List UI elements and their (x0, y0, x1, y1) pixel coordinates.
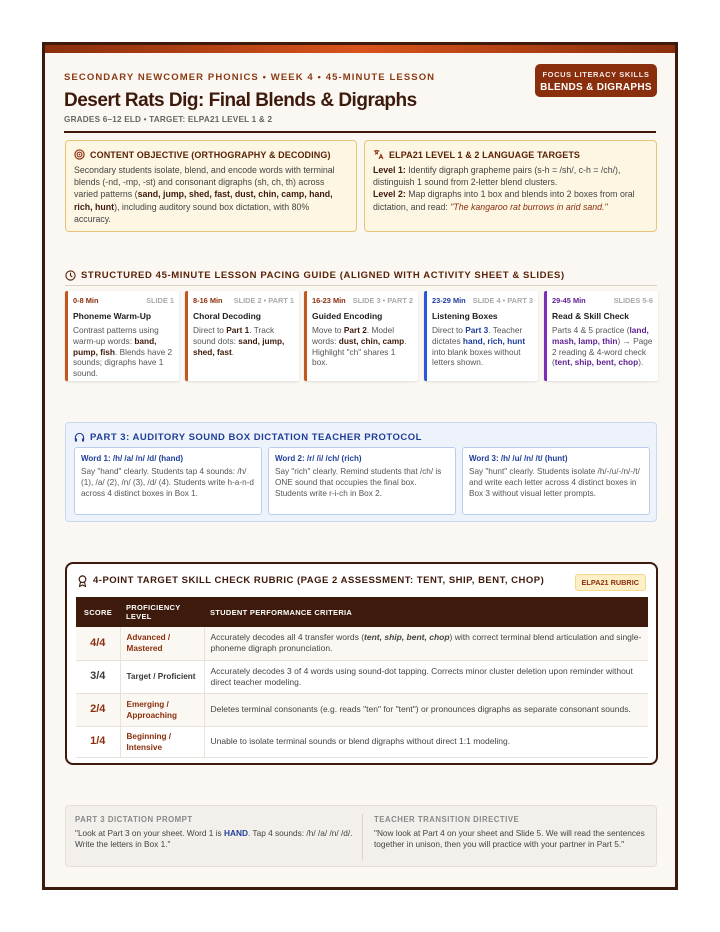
column-header: PROFICIENCY LEVEL (120, 597, 204, 627)
desc-part: Direct to (193, 325, 227, 335)
rubric-title: 4-POINT TARGET SKILL CHECK RUBRIC (PAGE 2 ASSESSMENT: TENT, SHIP, BENT, CHOP) (93, 575, 545, 586)
score-cell: 3/4 (76, 660, 120, 693)
desc-part: . Track sound dots: (193, 325, 275, 346)
dictation-word-card (268, 447, 456, 515)
desc-part: Move to (312, 325, 344, 335)
pacing-card-desc (193, 325, 294, 357)
pacing-time: 0-8 Min (73, 296, 99, 305)
word-title: Word 2: /r/ /i/ /ch/ (rich) (275, 454, 362, 463)
lesson-kicker: SECONDARY NEWCOMER PHONICS • WEEK 4 • 45-MINUTE LESSON (64, 72, 436, 83)
pacing-divider (65, 285, 657, 286)
column-header: SCORE (76, 597, 120, 627)
column-header: STUDENT PERFORMANCE CRITERIA (204, 597, 648, 627)
rubric-header-row (76, 597, 648, 627)
content-objective-text (74, 164, 348, 225)
desc-part: . Teacher dictates (432, 325, 523, 346)
lesson-page (42, 42, 678, 890)
content-objective-heading (74, 149, 348, 160)
dictation-word-card (74, 447, 262, 515)
pacing-title: STRUCTURED 45-MINUTE LESSON PACING GUIDE (ALIGNED WITH ACTIVITY SHEET & SLIDES) (81, 270, 565, 281)
clock-icon (65, 270, 76, 281)
pacing-card-title: Choral Decoding (193, 311, 262, 321)
level1-target (373, 164, 648, 188)
dictation-protocol (65, 422, 657, 522)
desc-part: . Model words: (312, 325, 395, 346)
grades-target: GRADES 6–12 ELD • TARGET: ELPA21 LEVEL 1 & 2 (64, 115, 273, 124)
desc-part: ) → Page 2 reading & 4-word check ( (552, 335, 653, 368)
pacing-time: 16-23 Min (312, 296, 346, 305)
dictation-heading (74, 432, 422, 443)
table-row (76, 627, 648, 660)
desc-part: Direct to (432, 325, 466, 335)
word-instructions: Say "hunt" clearly. Students isolate /h/-/u/-/n/-/t/ and write each letter across 4 distinct boxes in Box 3 without visual letter prompts. (469, 467, 640, 498)
desc-bold: Part 3 (465, 325, 489, 335)
pacing-card-desc (432, 325, 533, 368)
objective-text-a: Secondary students isolate, blend, and encode words with terminal blends (-nd, -mp, -st) and consonant digraphs (sh, ch, th) across varied patterns ( (74, 165, 335, 200)
score-cell: 4/4 (76, 627, 120, 660)
pacing-card-title: Read & Skill Check (552, 311, 630, 321)
pacing-card-4 (424, 291, 538, 381)
desc-bold: sand, jump, shed, fast (193, 335, 285, 357)
pacing-card-desc (552, 325, 653, 368)
pacing-card-5 (544, 291, 658, 381)
focus-value: BLENDS & DIGRAPHS (540, 82, 652, 93)
focus-skills-badge (535, 64, 657, 97)
language-targets-card (364, 140, 657, 232)
score-cell: 2/4 (76, 693, 120, 726)
dictation-prompt (75, 815, 355, 850)
criteria-cell: Accurately decodes 3 of 4 words using sound-dot tapping. Corrects minor cluster deletion upon reminder without direct teacher modeling. (204, 660, 648, 693)
pacing-time: 23-29 Min (432, 296, 466, 305)
criteria-cell: Deletes terminal consonants (e.g. reads "ten" for "tent") or pronounces digraphs as separate consonant sounds. (204, 693, 648, 726)
rubric-table (76, 597, 648, 758)
page-title: Desert Rats Dig: Final Blends & Digraphs (64, 90, 417, 111)
pacing-card-title: Phoneme Warm-Up (73, 311, 152, 321)
prompt-text-c: . Tap 4 sounds: /h/ /a/ /n/ /d/. Write the letters in Box 1." (75, 828, 353, 849)
desc-part: . (231, 346, 235, 357)
focus-label: FOCUS LITERACY SKILLS (542, 70, 650, 79)
score-cell: 1/4 (76, 726, 120, 757)
level2-target (373, 188, 648, 212)
table-row (76, 660, 648, 693)
desc-part: . Highlight "ch" shares 1 box. (312, 335, 407, 368)
dictation-word-card (462, 447, 650, 515)
content-objective-card (65, 140, 357, 232)
objective-text-c: ), including auditory sound box dictation, with 80% accuracy. (74, 201, 310, 224)
criteria-cell (204, 627, 648, 660)
rubric-badge: ELPA21 RUBRIC (575, 574, 646, 591)
criteria-text: ) with correct terminal blend articulation and single-phoneme digraph pronunciation. (210, 632, 642, 654)
language-targets-title: ELPA21 LEVEL 1 & 2 LANGUAGE TARGETS (389, 149, 581, 160)
pacing-card-desc (312, 325, 413, 368)
prompt-word: HAND (224, 828, 248, 838)
pacing-card-1 (65, 291, 179, 381)
pacing-slide: SLIDES 5-6 (613, 296, 653, 305)
footer-panel (65, 805, 657, 867)
level-cell: Advanced / Mastered (120, 627, 204, 660)
table-row (76, 693, 648, 726)
desc-bold: Part 2 (343, 325, 367, 335)
word-title: Word 3: /h/ /u/ /n/ /t/ (hunt) (469, 454, 568, 463)
desc-part: Parts 4 & 5 practice ( (552, 325, 630, 335)
level2-text: Map digraphs into 1 box and blends into 2 boxes from oral dictation, and read: (373, 189, 635, 212)
desc-part: into blank boxes without letters shown. (432, 346, 521, 368)
desc-bold: hand, rich, hunt (462, 335, 526, 346)
criteria-text: Accurately decodes all 4 transfer words ( (210, 632, 365, 643)
pacing-slide: SLIDE 2 • PART 1 (233, 296, 294, 305)
criteria-words: tent, ship, bent, chop (364, 632, 450, 643)
objective-words: sand, jump, shed, fast, dust, chin, camp, hand, rich, hunt (74, 189, 333, 212)
word-instructions: Say "rich" clearly. Remind students that /ch/ is ONE sound that occupies the final box. Students write r-i-ch in Box 2. (275, 467, 442, 498)
pacing-time: 8-16 Min (193, 296, 223, 305)
level2-label: Level 2: (373, 189, 406, 200)
language-targets-heading (373, 149, 648, 160)
top-accent-bar (45, 45, 675, 53)
pacing-card-2 (185, 291, 299, 381)
pacing-card-title: Guided Encoding (312, 311, 383, 321)
header-divider (64, 131, 656, 133)
level-cell: Target / Proficient (120, 660, 204, 693)
level-cell: Beginning / Intensive (120, 726, 204, 757)
desc-part: . Blends have 2 sounds; digraphs have 1 sound. (73, 346, 173, 379)
pacing-slide: SLIDE 3 • PART 2 (352, 296, 413, 305)
desc-bold: dust, chin, camp (338, 335, 405, 346)
level1-text: Identify digraph grapheme pairs (s-h = /sh/, c-h = /ch/), distinguish 1 sound from 2-letter blend clusters. (373, 165, 621, 188)
desc-bold: land, mash, lamp, thin (552, 325, 649, 346)
desc-bold: band, pump, fish (73, 335, 157, 357)
prompt-title: PART 3 DICTATION PROMPT (75, 815, 193, 824)
level2-quote: "The kangaroo rat burrows in arid sand." (450, 201, 608, 212)
pacing-slide: SLIDE 1 (146, 296, 174, 305)
skill-check-rubric (65, 562, 658, 765)
rubric-heading (77, 575, 544, 586)
pacing-card-desc (73, 325, 174, 379)
headphones-icon (74, 432, 85, 443)
pacing-heading (65, 270, 565, 281)
pacing-card-title: Listening Boxes (432, 311, 498, 321)
pacing-slide: SLIDE 4 • PART 3 (472, 296, 533, 305)
transition-title: TEACHER TRANSITION DIRECTIVE (374, 815, 520, 824)
word-title: Word 1: /h/ /a/ /n/ /d/ (hand) (81, 454, 184, 463)
dictation-title: PART 3: AUDITORY SOUND BOX DICTATION TEACHER PROTOCOL (90, 432, 422, 443)
level-cell: Emerging / Approaching (120, 693, 204, 726)
desc-bold: tent, ship, bent, chop (554, 357, 639, 368)
pacing-card-3 (304, 291, 418, 381)
prompt-text (75, 828, 355, 850)
table-row (76, 726, 648, 757)
award-icon (77, 575, 88, 586)
transition-directive (374, 815, 652, 850)
level1-label: Level 1: (373, 165, 406, 175)
desc-bold: Part 1 (226, 325, 250, 335)
criteria-cell: Unable to isolate terminal sounds or blend digraphs without direct 1:1 modeling. (204, 726, 648, 757)
desc-part: ). (638, 357, 644, 368)
prompt-text-a: "Look at Part 3 on your sheet. Word 1 is (75, 828, 224, 838)
translate-icon (373, 149, 384, 160)
content-objective-title: CONTENT OBJECTIVE (ORTHOGRAPHY & DECODING) (90, 149, 331, 160)
transition-text: "Now look at Part 4 on your sheet and Slide 5. We will read the sentences together in unison, then you will practice with your partner in Part 5." (374, 828, 645, 849)
target-icon (74, 149, 85, 160)
pacing-time: 29-45 Min (552, 296, 586, 305)
word-instructions: Say "hand" clearly. Students tap 4 sounds: /h/ (1), /a/ (2), /n/ (3), /d/ (4). Students write h-a-n-d across 4 distinct boxes in Box 1. (81, 467, 254, 498)
desc-part: Contrast patterns using warm-up words: (73, 325, 159, 346)
footer-divider (362, 814, 363, 860)
